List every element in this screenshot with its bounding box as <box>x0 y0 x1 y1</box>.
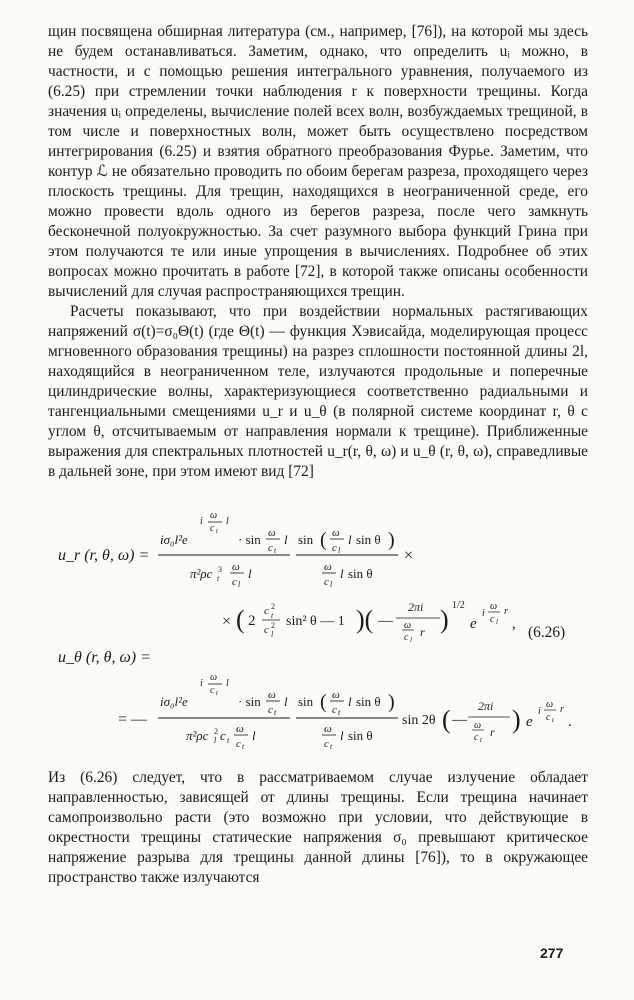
equation-number: (6.26) <box>528 624 566 641</box>
svg-text:2πi: 2πi <box>478 699 494 713</box>
svg-text:r: r <box>560 704 564 715</box>
svg-text:ω: ω <box>324 561 332 573</box>
svg-text:(: ( <box>442 705 451 734</box>
svg-text:t: t <box>552 716 554 724</box>
svg-text:c: c <box>236 738 241 750</box>
svg-text:e: e <box>526 714 533 730</box>
svg-text:sin² θ — 1: sin² θ — 1 <box>286 614 345 629</box>
svg-text:sin: sin <box>298 694 314 709</box>
svg-text:sin θ: sin θ <box>348 566 373 581</box>
svg-text:): ) <box>388 691 395 713</box>
svg-text:2: 2 <box>271 602 275 611</box>
svg-text:ω: ω <box>236 723 244 735</box>
svg-text:c: c <box>264 624 269 636</box>
svg-text:sin θ: sin θ <box>356 532 381 547</box>
svg-text:l: l <box>248 566 252 581</box>
svg-text:t: t <box>274 708 277 717</box>
svg-text:π²ρc: π²ρc <box>186 728 209 743</box>
svg-text:sin θ: sin θ <box>356 694 381 709</box>
svg-text:): ) <box>388 529 395 551</box>
svg-text:t: t <box>242 742 245 751</box>
svg-text:l: l <box>348 694 352 709</box>
svg-text:c: c <box>546 712 551 723</box>
paragraph-3 <box>48 768 588 888</box>
ur-lhs: u_r (r, θ, ω) = <box>58 547 150 564</box>
svg-text:(: ( <box>320 691 327 713</box>
p1-a: щин посвящена обширная литература (см., например, [76]), на которой мы здесь не будем останавливаться. Заметим, однако, что определить uᵢ можно, в частности, и с помощью решения интегрального уравнения, получаемого из (6.25) при стремлении точки наблюдения r к поверхности трещины. Когда значения uᵢ определены, вычисление полей всех волн, возбуждаемых трещиной, в том числе и поверхностных волн, может быть осуществлено посредством интегрирования (6.25) и взятия обратного преобразования Фурье. Заметим, что контур ℒ не обязательно проводить по обоим берегам разреза, проходящего через плоскость трещины. Для трещин, находящихся в неограниченной среде, его можно провести вдоль одного из берегов разреза, после чего замкнуть бесконечной полуокружностью. За счет разумного выбора функций Грина при этом получаются те или иные упрощения в вычислениях. Подробнее об этих вопросах можно прочитать в работе [72], в которой также описаны особенности вычислений для случая распространяющихся трещин. <box>48 23 588 300</box>
svg-text:l: l <box>338 546 341 555</box>
svg-text:t: t <box>271 611 274 620</box>
text-page <box>48 22 588 482</box>
svg-text:): ) <box>512 705 521 734</box>
svg-text:(: ( <box>236 605 245 634</box>
svg-text:t: t <box>330 742 333 751</box>
svg-text:c: c <box>264 605 269 617</box>
svg-text:c: c <box>324 738 329 750</box>
svg-text:l: l <box>238 580 241 589</box>
svg-text:—: — <box>452 712 467 728</box>
svg-text:l: l <box>348 532 352 547</box>
svg-text:ω: ω <box>210 510 218 521</box>
p3: Из (6.26) следует, что в рассматриваемом случае излучение обладает направленностью, зависящей от длины трещины. Если трещина начинает самопроизвольно расти (это возможно при условии, что действующие в окрестности трещины статические напряжения σ₀ превышают критическое напряжение разрыва для трещины данной длины [76]), то в окружающее пространство также излучаются <box>48 769 588 886</box>
svg-text:l: l <box>226 678 229 689</box>
svg-text:iσ₀l²e: iσ₀l²e <box>160 694 188 709</box>
svg-text:l: l <box>330 580 333 589</box>
svg-text:3: 3 <box>218 565 222 574</box>
svg-text:l: l <box>284 694 288 709</box>
paragraph-1 <box>48 22 588 302</box>
svg-text:t: t <box>227 736 230 745</box>
svg-text:2πi: 2πi <box>408 600 424 614</box>
svg-text:c: c <box>474 732 479 743</box>
svg-text:ω: ω <box>332 527 340 539</box>
svg-text:π²ρc: π²ρc <box>190 566 213 581</box>
svg-text:l: l <box>410 636 412 644</box>
svg-text:ω: ω <box>404 620 412 631</box>
svg-text:t: t <box>216 527 218 535</box>
svg-text:i: i <box>200 516 203 527</box>
svg-text:c: c <box>232 576 237 588</box>
svg-text:sin 2θ: sin 2θ <box>402 713 436 728</box>
svg-text:= —: = — <box>118 711 148 728</box>
svg-text:l: l <box>340 566 344 581</box>
svg-text:(: ( <box>320 529 327 551</box>
svg-text:,: , <box>512 616 516 632</box>
svg-text:ω: ω <box>546 699 554 710</box>
svg-text:ω: ω <box>210 672 218 683</box>
svg-text:c: c <box>332 542 337 554</box>
svg-text:r: r <box>490 725 495 739</box>
svg-text:)(: )( <box>356 605 374 634</box>
svg-text:ω: ω <box>268 689 276 701</box>
svg-text:c: c <box>268 704 273 716</box>
svg-text:t: t <box>217 574 220 583</box>
svg-text:sin θ: sin θ <box>348 728 373 743</box>
svg-text:sin: sin <box>298 532 314 547</box>
svg-text:c: c <box>324 576 329 588</box>
svg-text:ω: ω <box>232 561 240 573</box>
formula-ur <box>0 508 634 648</box>
svg-text:—: — <box>378 613 393 629</box>
svg-text:l: l <box>496 618 498 626</box>
svg-text:2: 2 <box>271 621 275 630</box>
svg-text:r: r <box>504 606 508 617</box>
svg-text:×: × <box>222 613 232 630</box>
page-number: 277 <box>540 945 564 961</box>
utheta-lhs: u_θ (r, θ, ω) = <box>58 649 151 666</box>
svg-text:): ) <box>440 605 449 634</box>
svg-text:· sin: · sin <box>238 694 261 709</box>
svg-text:l: l <box>271 630 274 639</box>
svg-text:c: c <box>490 614 495 625</box>
svg-text:l: l <box>226 516 229 527</box>
svg-text:ω: ω <box>324 723 332 735</box>
p2-a: Расчеты показывают, что при воздействии нормальных растягивающих напряжений σ(t)=σ₀Θ(t) (где Θ(t) — функция Хэвисайда, моделирующая процесс мгновенного образования трещины) на разрез сплошности постоянной длины 2l, находящийся в неограниченном теле, излучаются продольные и поперечные цилиндрические волны, характеризующиеся соответственно радиальными и тангенциальными смещениями u_r и u_θ (в полярной системе координат r, θ с углом θ, отсчитываемым от направления нормали к трещине). Приближенные выражения для спектральных плотностей u_r(r, θ, ω) и u_θ (r, θ, ω), справедливые в дальней зоне, при этом имеют вид [72] <box>48 303 588 480</box>
svg-text:c: c <box>210 685 215 696</box>
svg-text:ω: ω <box>474 720 482 731</box>
svg-text:t: t <box>338 708 341 717</box>
svg-text:e: e <box>470 616 477 632</box>
svg-text:ω: ω <box>490 601 498 612</box>
svg-text:c: c <box>332 704 337 716</box>
svg-text:i: i <box>538 706 541 717</box>
paragraph-2 <box>48 302 588 482</box>
text-after-formulas <box>48 768 588 888</box>
svg-text:t: t <box>274 546 277 555</box>
svg-text:c: c <box>210 523 215 534</box>
svg-text:i: i <box>200 678 203 689</box>
svg-text:c: c <box>404 632 409 643</box>
svg-text:×: × <box>404 547 414 564</box>
svg-text:r: r <box>420 625 425 639</box>
svg-text:i: i <box>482 608 485 619</box>
formula-utheta <box>0 648 634 760</box>
svg-text:2: 2 <box>214 727 218 736</box>
svg-text:.: . <box>568 714 572 730</box>
svg-text:l: l <box>284 532 288 547</box>
svg-text:ω: ω <box>332 689 340 701</box>
svg-text:· sin: · sin <box>238 532 261 547</box>
svg-text:t: t <box>480 736 482 744</box>
svg-text:1/2: 1/2 <box>452 600 465 611</box>
svg-text:l: l <box>340 728 344 743</box>
svg-text:l: l <box>214 736 217 745</box>
svg-text:ω: ω <box>268 527 276 539</box>
svg-text:c: c <box>220 728 226 743</box>
svg-text:2: 2 <box>248 613 256 629</box>
svg-text:iσ₀l²e: iσ₀l²e <box>160 532 188 547</box>
svg-text:t: t <box>216 689 218 697</box>
svg-text:l: l <box>252 728 256 743</box>
svg-text:c: c <box>268 542 273 554</box>
